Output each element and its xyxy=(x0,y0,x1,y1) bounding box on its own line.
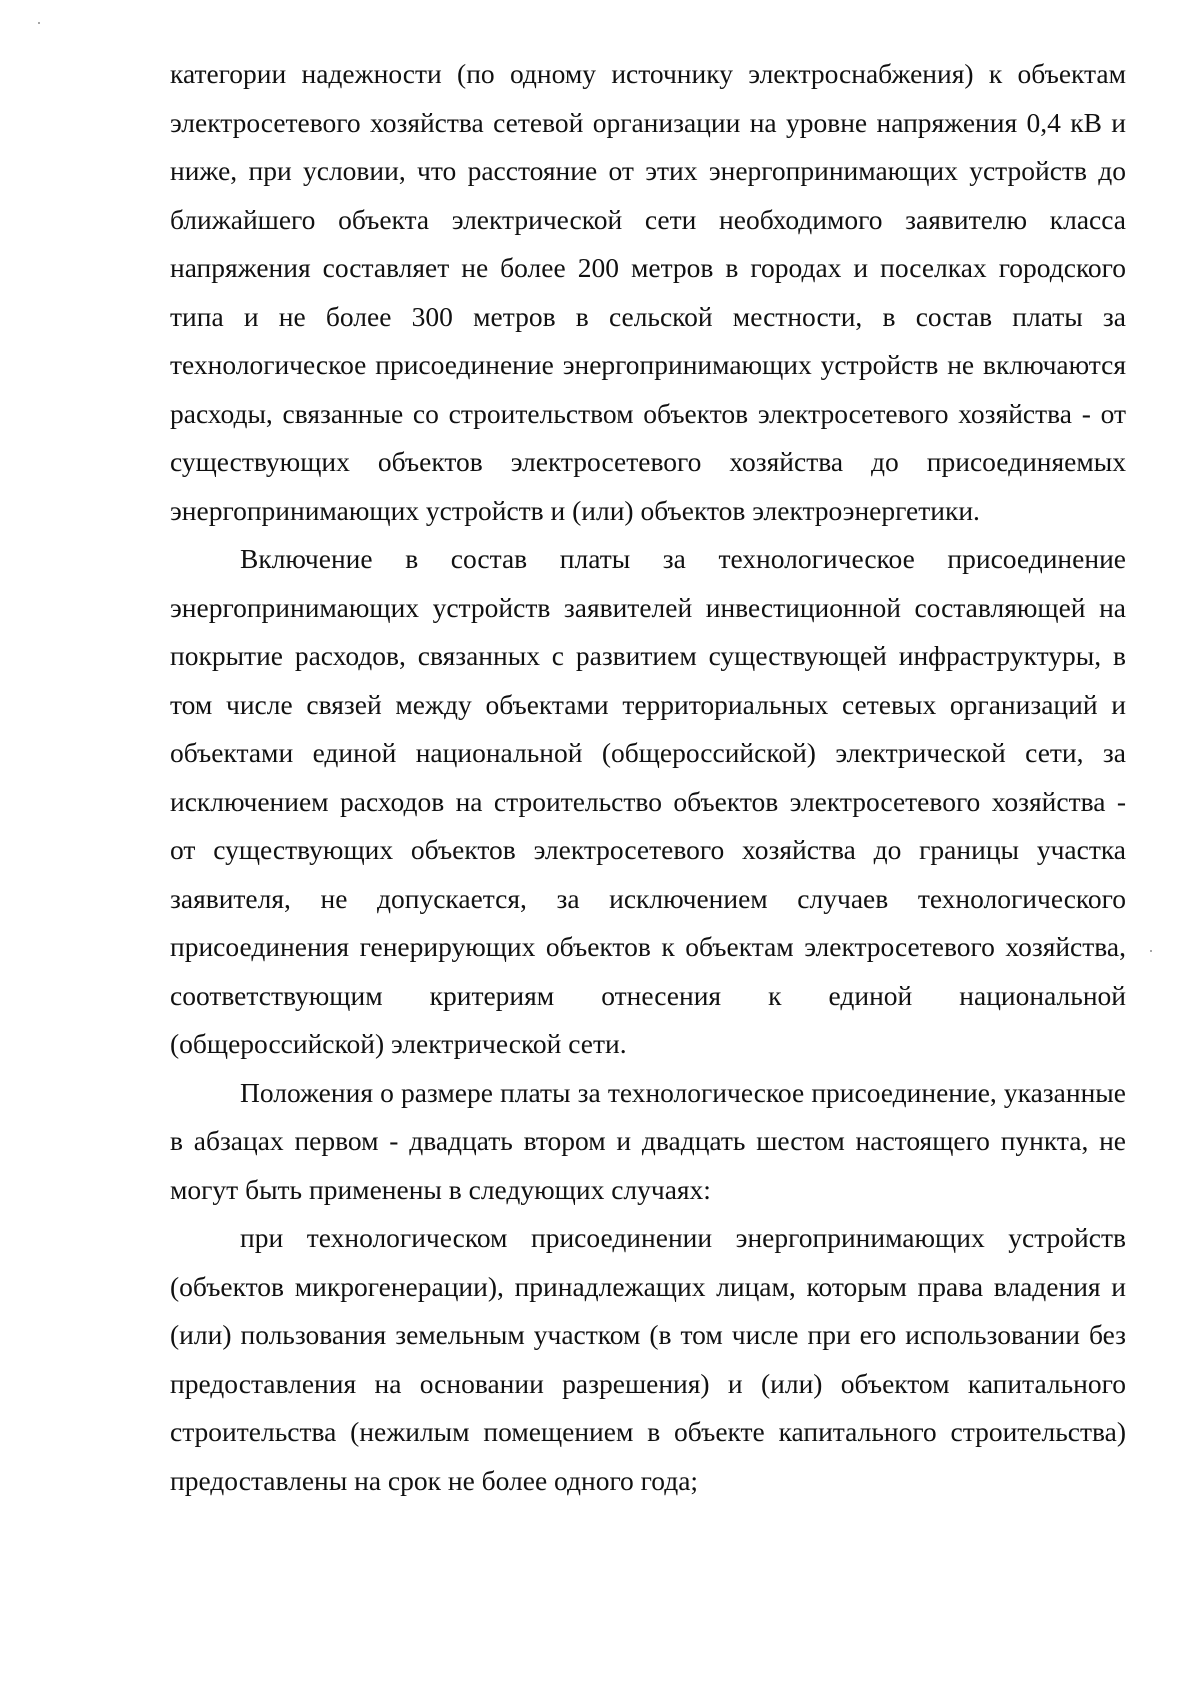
paragraph-fee-provisions: Положения о размере платы за технологическое присоединение, указанные в абзацах первом - двадцать втором и двадцать шестом настоящего пункта, не могут быть применены в следующих случаях: xyxy=(170,1076,1126,1205)
paragraph-continuation: категории надежности (по одному источнику электроснабжения) к объектам электросетевого хозяйства сетевой организации на уровне напряжения 0,4 кВ и ниже, при условии, что расстояние от этих энергопринимающих устройств до ближайшего объекта электрической сети необходимого заявителю класса напряжения составляет не более 200 метров в городах и поселках городского типа и не более 300 метров в сельской местности, в состав платы за технологическое присоединение энергопринимающих устройств не включаются расходы, связанные со строительством объектов электросетевого хозяйства - от существующих объектов электросетевого хозяйства до присоединяемых энергопринимающих устройств и (или) объектов электроэнергетики. xyxy=(170,58,1126,526)
paragraph-investment-component: Включение в состав платы за технологическое присоединение энергопринимающих устройств заявителей инвестиционной составляющей на покрытие расходов, связанных с развитием существующей инфраструктуры, в том числе связей между объектами территориальных сетевых организаций и объектами единой национальной (общероссийской) электрической сети, за исключением расходов на строительство объектов электросетевого хозяйства - от существующих объектов электросетевого хозяйства до границы участка заявителя, не допускается, за исключением случаев технологического присоединения генерирующих объектов к объектам электросетевого хозяйства, соответствующим критериям отнесения к единой национальной (общероссийской) электрической сети. xyxy=(170,543,1126,1059)
document-body xyxy=(170,50,1126,1505)
paragraph-microgeneration-case: при технологическом присоединении энергопринимающих устройств (объектов микрогенерации), принадлежащих лицам, которым права владения и (или) пользования земельным участком (в том числе при его использовании без предоставления на основании разрешения) и (или) объектом капитального строительства (нежилым помещением в объекте капитального строительства) предоставлены на срок не более одного года; xyxy=(170,1222,1126,1496)
scan-speck xyxy=(38,22,40,24)
scan-speck xyxy=(1150,950,1152,952)
